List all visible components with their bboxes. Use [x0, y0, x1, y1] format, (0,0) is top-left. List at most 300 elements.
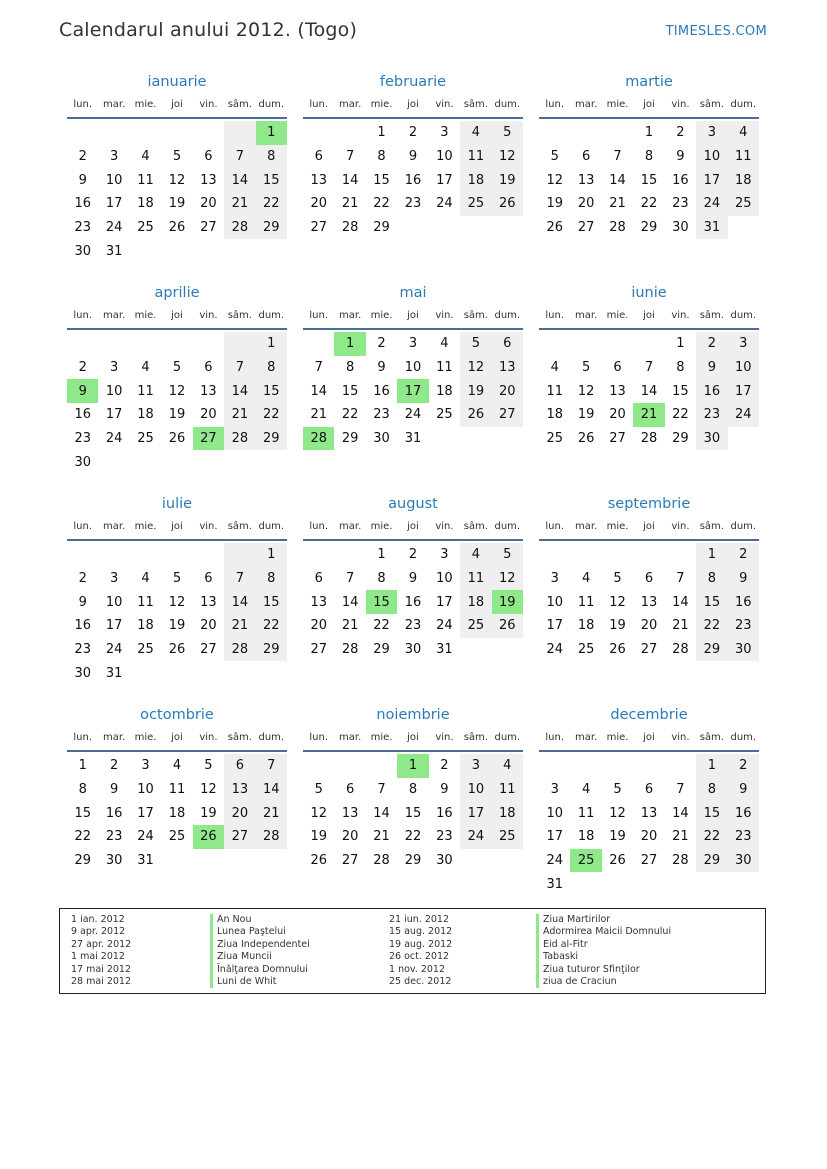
day-cell[interactable]: 18: [137, 618, 154, 634]
day-cell[interactable]: 6: [581, 149, 591, 165]
day-cell[interactable]: 24: [404, 407, 422, 423]
day-cell[interactable]: 7: [224, 567, 255, 591]
day-cell[interactable]: 23: [74, 431, 91, 447]
day-cell[interactable]: 10: [436, 149, 453, 165]
day-cell[interactable]: 15: [373, 172, 390, 188]
day-cell[interactable]: 28: [256, 825, 287, 849]
day-cell[interactable]: 30: [404, 642, 422, 658]
day-cell[interactable]: 22: [640, 196, 658, 212]
day-cell[interactable]: 23: [696, 403, 727, 427]
day-cell[interactable]: 19: [168, 196, 186, 212]
day-cell[interactable]: 29: [696, 638, 727, 662]
day-cell[interactable]: 28: [224, 216, 255, 240]
day-cell[interactable]: 19: [168, 407, 186, 423]
day-cell[interactable]: 24: [436, 196, 453, 212]
day-cell[interactable]: 22: [696, 825, 727, 849]
day-cell[interactable]: 14: [341, 594, 359, 610]
day-cell[interactable]: 4: [581, 571, 591, 587]
day-cell[interactable]: 23: [105, 829, 123, 845]
day-cell[interactable]: 13: [200, 594, 217, 610]
day-cell[interactable]: 9: [728, 567, 759, 591]
day-cell[interactable]: 7: [377, 782, 386, 798]
day-cell[interactable]: 10: [696, 145, 727, 169]
day-cell[interactable]: 19: [492, 168, 523, 192]
day-cell[interactable]: 11: [577, 805, 595, 821]
day-cell[interactable]: 5: [314, 782, 323, 798]
day-cell[interactable]: 3: [109, 571, 119, 587]
day-cell[interactable]: 7: [676, 571, 685, 587]
day-cell[interactable]: 24: [137, 829, 154, 845]
day-cell[interactable]: 5: [613, 571, 622, 587]
day-cell[interactable]: 10: [105, 594, 123, 610]
day-cell[interactable]: 18: [492, 801, 523, 825]
day-cell[interactable]: 25: [137, 431, 154, 447]
day-cell[interactable]: 16: [74, 618, 91, 634]
day-cell[interactable]: 25: [492, 825, 523, 849]
day-cell[interactable]: 8: [676, 360, 685, 376]
day-cell[interactable]: 10: [546, 805, 563, 821]
day-cell[interactable]: 28: [373, 853, 390, 869]
day-cell[interactable]: 23: [728, 614, 759, 638]
day-cell[interactable]: 10: [460, 778, 491, 802]
day-cell[interactable]: 27: [200, 642, 217, 658]
day-cell[interactable]: 24: [460, 825, 491, 849]
day-cell[interactable]: 5: [613, 782, 622, 798]
day-cell[interactable]: 11: [137, 383, 154, 399]
day-cell[interactable]: 23: [436, 829, 453, 845]
day-cell[interactable]: 25: [728, 192, 759, 216]
day-cell[interactable]: 30: [74, 243, 91, 259]
day-cell[interactable]: 22: [373, 618, 390, 634]
day-cell[interactable]: 27: [200, 220, 217, 236]
day-cell[interactable]: 6: [345, 782, 355, 798]
day-cell[interactable]: 2: [696, 332, 727, 356]
day-cell[interactable]: 2: [440, 758, 449, 774]
day-cell[interactable]: 1: [256, 332, 287, 356]
day-cell[interactable]: 19: [609, 829, 626, 845]
day-cell[interactable]: 22: [672, 407, 689, 423]
day-cell[interactable]: 1: [78, 758, 87, 774]
day-cell[interactable]: 21: [373, 829, 390, 845]
day-cell[interactable]: 13: [200, 383, 217, 399]
day-cell[interactable]: 16: [105, 805, 123, 821]
day-cell[interactable]: 26: [609, 853, 626, 869]
day-cell[interactable]: 2: [109, 758, 119, 774]
day-cell[interactable]: 13: [341, 805, 359, 821]
day-cell[interactable]: 15: [404, 805, 422, 821]
day-cell[interactable]: 21: [341, 618, 359, 634]
day-cell[interactable]: 3: [109, 360, 119, 376]
day-cell[interactable]: 15: [256, 590, 287, 614]
day-cell[interactable]: 30: [74, 665, 91, 681]
day-cell[interactable]: 18: [546, 407, 563, 423]
day-cell[interactable]: 10: [404, 360, 422, 376]
day-cell[interactable]: 17: [105, 618, 123, 634]
day-cell[interactable]: 7: [676, 782, 685, 798]
day-cell[interactable]: 29: [373, 642, 390, 658]
day-cell[interactable]: 2: [728, 543, 759, 567]
day-cell[interactable]: 20: [609, 407, 626, 423]
day-cell[interactable]: 7: [224, 145, 255, 169]
day-cell[interactable]: 12: [310, 805, 327, 821]
day-cell[interactable]: 26: [193, 825, 224, 849]
day-cell[interactable]: 9: [696, 356, 727, 380]
day-cell[interactable]: 4: [728, 121, 759, 145]
day-cell[interactable]: 18: [577, 618, 595, 634]
day-cell[interactable]: 16: [404, 172, 422, 188]
day-cell[interactable]: 17: [696, 168, 727, 192]
day-cell[interactable]: 13: [492, 356, 523, 380]
day-cell[interactable]: 11: [137, 594, 154, 610]
day-cell[interactable]: 29: [404, 853, 422, 869]
day-cell[interactable]: 23: [74, 642, 91, 658]
day-cell[interactable]: 28: [224, 638, 255, 662]
day-cell[interactable]: 4: [550, 360, 559, 376]
day-cell[interactable]: 5: [172, 571, 182, 587]
day-cell[interactable]: 5: [460, 332, 491, 356]
day-cell[interactable]: 11: [546, 383, 563, 399]
day-cell[interactable]: 12: [609, 594, 626, 610]
day-cell[interactable]: 22: [696, 614, 727, 638]
day-cell[interactable]: 24: [696, 192, 727, 216]
day-cell[interactable]: 3: [141, 758, 150, 774]
day-cell[interactable]: 28: [672, 642, 689, 658]
day-cell[interactable]: 19: [460, 379, 491, 403]
day-cell[interactable]: 26: [577, 431, 595, 447]
day-cell[interactable]: 15: [640, 172, 658, 188]
day-cell[interactable]: 8: [256, 145, 287, 169]
day-cell[interactable]: 6: [644, 782, 654, 798]
day-cell[interactable]: 10: [436, 571, 453, 587]
day-cell[interactable]: 14: [224, 168, 255, 192]
day-cell[interactable]: 20: [200, 407, 217, 423]
day-cell[interactable]: 2: [377, 336, 386, 352]
day-cell[interactable]: 26: [546, 220, 563, 236]
day-cell[interactable]: 17: [546, 829, 563, 845]
day-cell[interactable]: 25: [436, 407, 453, 423]
day-cell[interactable]: 7: [613, 149, 622, 165]
day-cell[interactable]: 8: [408, 782, 418, 798]
day-cell[interactable]: 15: [256, 379, 287, 403]
day-cell[interactable]: 20: [492, 379, 523, 403]
day-cell[interactable]: 18: [436, 383, 453, 399]
day-cell[interactable]: 8: [696, 567, 727, 591]
day-cell[interactable]: 17: [397, 379, 428, 403]
day-cell[interactable]: 13: [310, 172, 327, 188]
day-cell[interactable]: 21: [672, 829, 689, 845]
day-cell[interactable]: 6: [613, 360, 622, 376]
day-cell[interactable]: 5: [172, 360, 182, 376]
day-cell[interactable]: 10: [105, 172, 123, 188]
day-cell[interactable]: 8: [78, 782, 87, 798]
day-cell[interactable]: 25: [546, 431, 563, 447]
day-cell[interactable]: 13: [640, 594, 658, 610]
day-cell[interactable]: 27: [310, 220, 327, 236]
day-cell[interactable]: 15: [696, 801, 727, 825]
day-cell[interactable]: 3: [440, 125, 449, 141]
day-cell[interactable]: 30: [672, 220, 689, 236]
day-cell[interactable]: 20: [224, 801, 255, 825]
day-cell[interactable]: 14: [640, 383, 658, 399]
day-cell[interactable]: 6: [224, 754, 255, 778]
day-cell[interactable]: 8: [345, 360, 355, 376]
day-cell[interactable]: 22: [404, 829, 422, 845]
day-cell[interactable]: 9: [408, 149, 418, 165]
day-cell[interactable]: 6: [314, 149, 323, 165]
day-cell[interactable]: 9: [377, 360, 386, 376]
day-cell[interactable]: 28: [672, 853, 689, 869]
day-cell[interactable]: 30: [696, 427, 727, 451]
day-cell[interactable]: 18: [137, 407, 154, 423]
day-cell[interactable]: 17: [137, 805, 154, 821]
day-cell[interactable]: 9: [728, 778, 759, 802]
day-cell[interactable]: 31: [546, 876, 563, 892]
day-cell[interactable]: 12: [168, 383, 186, 399]
day-cell[interactable]: 17: [436, 594, 453, 610]
day-cell[interactable]: 27: [341, 853, 359, 869]
day-cell[interactable]: 21: [341, 196, 359, 212]
day-cell[interactable]: 18: [728, 168, 759, 192]
day-cell[interactable]: 12: [577, 383, 595, 399]
day-cell[interactable]: 11: [168, 782, 186, 798]
day-cell[interactable]: 29: [341, 431, 359, 447]
day-cell[interactable]: 7: [345, 149, 355, 165]
day-cell[interactable]: 27: [577, 220, 595, 236]
day-cell[interactable]: 25: [460, 192, 491, 216]
day-cell[interactable]: 6: [204, 571, 213, 587]
day-cell[interactable]: 26: [492, 192, 523, 216]
day-cell[interactable]: 17: [460, 801, 491, 825]
day-cell[interactable]: 1: [696, 543, 727, 567]
day-cell[interactable]: 10: [728, 356, 759, 380]
day-cell[interactable]: 24: [728, 403, 759, 427]
day-cell[interactable]: 29: [672, 431, 689, 447]
day-cell[interactable]: 7: [345, 571, 355, 587]
day-cell[interactable]: 16: [696, 379, 727, 403]
day-cell[interactable]: 25: [168, 829, 186, 845]
day-cell[interactable]: 14: [256, 778, 287, 802]
day-cell[interactable]: 2: [78, 571, 87, 587]
day-cell[interactable]: 5: [172, 149, 182, 165]
day-cell[interactable]: 8: [377, 149, 386, 165]
day-cell[interactable]: 29: [256, 638, 287, 662]
day-cell[interactable]: 24: [546, 853, 563, 869]
day-cell[interactable]: 13: [640, 805, 658, 821]
day-cell[interactable]: 16: [373, 383, 390, 399]
day-cell[interactable]: 22: [256, 614, 287, 638]
day-cell[interactable]: 19: [609, 618, 626, 634]
day-cell[interactable]: 21: [224, 192, 255, 216]
day-cell[interactable]: 20: [640, 829, 658, 845]
day-cell[interactable]: 22: [256, 403, 287, 427]
day-cell[interactable]: 5: [550, 149, 559, 165]
day-cell[interactable]: 20: [640, 618, 658, 634]
day-cell[interactable]: 11: [728, 145, 759, 169]
day-cell[interactable]: 31: [137, 853, 154, 869]
day-cell[interactable]: 10: [137, 782, 154, 798]
day-cell[interactable]: 28: [224, 427, 255, 451]
day-cell[interactable]: 19: [492, 590, 523, 614]
day-cell[interactable]: 30: [74, 454, 91, 470]
day-cell[interactable]: 18: [460, 168, 491, 192]
day-cell[interactable]: 3: [728, 332, 759, 356]
day-cell[interactable]: 10: [546, 594, 563, 610]
day-cell[interactable]: 14: [672, 594, 689, 610]
day-cell[interactable]: 1: [397, 754, 428, 778]
day-cell[interactable]: 20: [200, 618, 217, 634]
day-cell[interactable]: 16: [74, 196, 91, 212]
brand-link[interactable]: TIMESLES.COM: [665, 24, 767, 39]
day-cell[interactable]: 23: [672, 196, 689, 212]
day-cell[interactable]: 14: [373, 805, 390, 821]
day-cell[interactable]: 15: [74, 805, 91, 821]
day-cell[interactable]: 1: [696, 754, 727, 778]
day-cell[interactable]: 6: [644, 571, 654, 587]
day-cell[interactable]: 4: [172, 758, 182, 774]
day-cell[interactable]: 29: [256, 216, 287, 240]
day-cell[interactable]: 20: [200, 196, 217, 212]
day-cell[interactable]: 12: [546, 172, 563, 188]
day-cell[interactable]: 11: [460, 567, 491, 591]
day-cell[interactable]: 27: [310, 642, 327, 658]
day-cell[interactable]: 26: [168, 642, 186, 658]
day-cell[interactable]: 29: [373, 220, 390, 236]
day-cell[interactable]: 3: [550, 571, 559, 587]
day-cell[interactable]: 4: [141, 571, 150, 587]
day-cell[interactable]: 23: [404, 196, 422, 212]
day-cell[interactable]: 22: [341, 407, 359, 423]
day-cell[interactable]: 4: [581, 782, 591, 798]
day-cell[interactable]: 3: [440, 547, 449, 563]
day-cell[interactable]: 27: [609, 431, 626, 447]
day-cell[interactable]: 9: [676, 149, 685, 165]
day-cell[interactable]: 29: [256, 427, 287, 451]
day-cell[interactable]: 3: [696, 121, 727, 145]
day-cell[interactable]: 6: [492, 332, 523, 356]
day-cell[interactable]: 12: [609, 805, 626, 821]
day-cell[interactable]: 5: [204, 758, 213, 774]
day-cell[interactable]: 5: [492, 543, 523, 567]
day-cell[interactable]: 7: [644, 360, 654, 376]
day-cell[interactable]: 25: [137, 220, 154, 236]
day-cell[interactable]: 1: [256, 121, 287, 145]
day-cell[interactable]: 3: [460, 754, 491, 778]
day-cell[interactable]: 9: [440, 782, 449, 798]
day-cell[interactable]: 31: [105, 243, 123, 259]
day-cell[interactable]: 4: [141, 149, 150, 165]
day-cell[interactable]: 29: [74, 853, 91, 869]
day-cell[interactable]: 25: [137, 642, 154, 658]
day-cell[interactable]: 22: [256, 192, 287, 216]
day-cell[interactable]: 26: [460, 403, 491, 427]
day-cell[interactable]: 27: [224, 825, 255, 849]
day-cell[interactable]: 1: [676, 336, 685, 352]
day-cell[interactable]: 16: [436, 805, 453, 821]
day-cell[interactable]: 2: [78, 149, 87, 165]
day-cell[interactable]: 17: [546, 618, 563, 634]
day-cell[interactable]: 30: [105, 853, 123, 869]
day-cell[interactable]: 19: [577, 407, 595, 423]
day-cell[interactable]: 24: [105, 642, 123, 658]
day-cell[interactable]: 5: [492, 121, 523, 145]
day-cell[interactable]: 6: [204, 360, 213, 376]
day-cell[interactable]: 9: [78, 172, 87, 188]
day-cell[interactable]: 26: [310, 853, 327, 869]
day-cell[interactable]: 31: [696, 216, 727, 240]
day-cell[interactable]: 16: [672, 172, 689, 188]
day-cell[interactable]: 21: [310, 407, 327, 423]
day-cell[interactable]: 15: [672, 383, 689, 399]
day-cell[interactable]: 4: [460, 543, 491, 567]
day-cell[interactable]: 2: [408, 547, 418, 563]
day-cell[interactable]: 8: [696, 778, 727, 802]
day-cell[interactable]: 12: [168, 172, 186, 188]
day-cell[interactable]: 26: [168, 431, 186, 447]
day-cell[interactable]: 23: [404, 618, 422, 634]
day-cell[interactable]: 21: [672, 618, 689, 634]
day-cell[interactable]: 19: [310, 829, 327, 845]
day-cell[interactable]: 23: [373, 407, 390, 423]
day-cell[interactable]: 4: [492, 754, 523, 778]
day-cell[interactable]: 7: [224, 356, 255, 380]
day-cell[interactable]: 9: [109, 782, 119, 798]
day-cell[interactable]: 2: [78, 360, 87, 376]
day-cell[interactable]: 15: [696, 590, 727, 614]
day-cell[interactable]: 29: [640, 220, 658, 236]
day-cell[interactable]: 11: [137, 172, 154, 188]
day-cell[interactable]: 2: [676, 125, 685, 141]
day-cell[interactable]: 18: [460, 590, 491, 614]
day-cell[interactable]: 27: [492, 403, 523, 427]
day-cell[interactable]: 4: [141, 360, 150, 376]
day-cell[interactable]: 12: [200, 782, 217, 798]
day-cell[interactable]: 20: [341, 829, 359, 845]
day-cell[interactable]: 8: [256, 567, 287, 591]
day-cell[interactable]: 28: [609, 220, 626, 236]
day-cell[interactable]: 14: [224, 379, 255, 403]
day-cell[interactable]: 14: [672, 805, 689, 821]
day-cell[interactable]: 1: [377, 547, 386, 563]
day-cell[interactable]: 10: [105, 383, 123, 399]
day-cell[interactable]: 8: [644, 149, 654, 165]
day-cell[interactable]: 1: [644, 125, 654, 141]
day-cell[interactable]: 21: [633, 403, 664, 427]
day-cell[interactable]: 8: [256, 356, 287, 380]
day-cell[interactable]: 9: [78, 594, 87, 610]
day-cell[interactable]: 30: [728, 849, 759, 873]
day-cell[interactable]: 20: [310, 618, 327, 634]
day-cell[interactable]: 11: [577, 594, 595, 610]
day-cell[interactable]: 18: [168, 805, 186, 821]
day-cell[interactable]: 13: [609, 383, 626, 399]
day-cell[interactable]: 28: [303, 427, 334, 451]
day-cell[interactable]: 19: [200, 805, 217, 821]
day-cell[interactable]: 12: [492, 145, 523, 169]
day-cell[interactable]: 26: [492, 614, 523, 638]
day-cell[interactable]: 17: [436, 172, 453, 188]
day-cell[interactable]: 16: [728, 590, 759, 614]
day-cell[interactable]: 24: [436, 618, 453, 634]
day-cell[interactable]: 6: [204, 149, 213, 165]
day-cell[interactable]: 17: [105, 407, 123, 423]
day-cell[interactable]: 24: [105, 431, 123, 447]
day-cell[interactable]: 14: [310, 383, 327, 399]
day-cell[interactable]: 27: [193, 427, 224, 451]
day-cell[interactable]: 1: [334, 332, 365, 356]
day-cell[interactable]: 9: [408, 571, 418, 587]
day-cell[interactable]: 13: [310, 594, 327, 610]
day-cell[interactable]: 16: [728, 801, 759, 825]
